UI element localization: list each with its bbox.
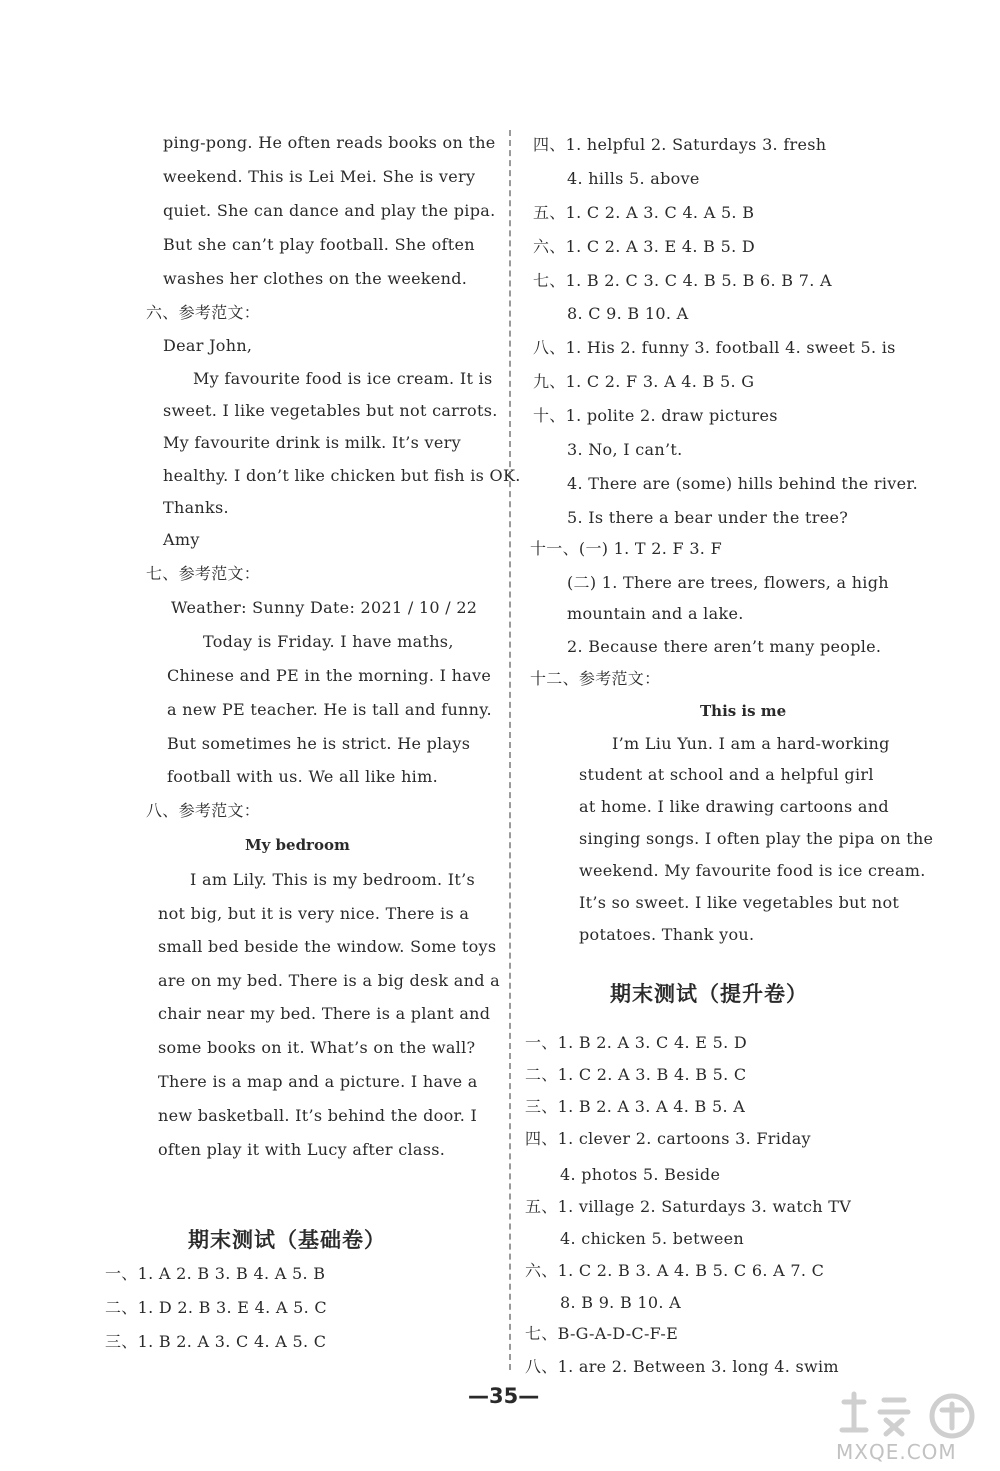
text-line: are on my bed. There is a big desk and a (158, 971, 500, 990)
text-line: washes her clothes on the weekend. (163, 269, 468, 288)
text-line: sweet. I like vegetables but not carrots. (163, 401, 498, 420)
answer-row: 九、1. C 2. F 3. A 4. B 5. G (533, 372, 755, 391)
answer-row: 3. No, I can’t. (567, 440, 683, 459)
answer-row: 五、1. village 2. Saturdays 3. watch TV (525, 1197, 852, 1216)
answer-row: 十、1. polite 2. draw pictures (533, 406, 778, 425)
answer-row: 四、1. helpful 2. Saturdays 3. fresh (533, 135, 827, 154)
answer-row: 十一、(一) 1. T 2. F 3. F (530, 539, 722, 558)
answer-row: 六、1. C 2. B 3. A 4. B 5. C 6. A 7. C (525, 1261, 825, 1280)
section-label: 七、参考范文： (146, 564, 261, 583)
answer-row: 四、1. clever 2. cartoons 3. Friday (525, 1129, 811, 1148)
text-line: I’m Liu Yun. I am a hard-working (612, 734, 890, 753)
text-line: football with us. We all like him. (167, 767, 438, 786)
answer-row: 三、1. B 2. A 3. A 4. B 5. A (525, 1097, 746, 1116)
answer-row: 4. photos 5. Beside (560, 1165, 721, 1184)
answer-row: 一、1. B 2. A 3. C 4. E 5. D (525, 1033, 747, 1052)
essay-title: My bedroom (245, 836, 350, 854)
answer-row: 五、1. C 2. A 3. C 4. A 5. B (533, 203, 755, 222)
page-number: —35— (468, 1384, 540, 1408)
text-line: There is a map and a picture. I have a (158, 1072, 478, 1091)
section-label: 十二、参考范文： (530, 669, 661, 688)
exam-heading: 期末测试（基础卷） (188, 1228, 386, 1252)
answer-row: 八、1. His 2. funny 3. football 4. sweet 5. is (533, 338, 896, 357)
text-line: a new PE teacher. He is tall and funny. (167, 700, 492, 719)
text-line: some books on it. What’s on the wall? (158, 1038, 476, 1057)
text-line: chair near my bed. There is a plant and (158, 1004, 491, 1023)
text-line: quiet. She can dance and play the pipa. (163, 201, 496, 220)
text-line: My favourite drink is milk. It’s very (163, 433, 461, 452)
exam-heading: 期末测试（提升卷） (610, 982, 808, 1006)
answer-row: mountain and a lake. (567, 604, 744, 623)
text-line: small bed beside the window. Some toys (158, 937, 497, 956)
text-line: student at school and a helpful girl (579, 765, 874, 784)
text-line: But sometimes he is strict. He plays (167, 734, 471, 753)
answer-row: 5. Is there a bear under the tree? (567, 508, 849, 527)
text-line: often play it with Lucy after class. (158, 1140, 446, 1159)
text-line: Today is Friday. I have maths, (203, 632, 454, 651)
text-line: singing songs. I often play the pipa on the (579, 829, 934, 848)
text-line: weekend. This is Lei Mei. She is very (163, 167, 476, 186)
text-line: Thanks. (163, 498, 229, 517)
section-label: 六、参考范文： (146, 303, 261, 322)
text-line: Chinese and PE in the morning. I have (167, 666, 492, 685)
text-line: Amy (163, 530, 200, 549)
text-line: I am Lily. This is my bedroom. It’s (190, 870, 476, 889)
text-line: My favourite food is ice cream. It is (193, 369, 493, 388)
text-line: But she can’t play football. She often (163, 235, 475, 254)
answer-row: 七、1. B 2. C 3. C 4. B 5. B 6. B 7. A (533, 271, 832, 290)
answer-row: 8. B 9. B 10. A (560, 1293, 681, 1312)
answer-row: 二、1. C 2. A 3. B 4. B 5. C (525, 1065, 747, 1084)
answer-row: 八、1. are 2. Between 3. long 4. swim (525, 1357, 839, 1376)
text-line: at home. I like drawing cartoons and (579, 797, 889, 816)
answer-row: 一、1. A 2. B 3. B 4. A 5. B (105, 1264, 326, 1283)
text-line: healthy. I don’t like chicken but fish is OK. (163, 466, 521, 485)
essay-title: This is me (700, 702, 787, 720)
answer-row: 4. chicken 5. between (560, 1229, 744, 1248)
answer-row: 七、B-G-A-D-C-F-E (525, 1324, 679, 1343)
text-line: ping-pong. He often reads books on the (163, 133, 496, 152)
answer-row: 8. C 9. B 10. A (567, 304, 689, 323)
answer-row: 三、1. B 2. A 3. C 4. A 5. C (105, 1332, 327, 1351)
column-divider (509, 130, 511, 1370)
answer-row: 六、1. C 2. A 3. E 4. B 5. D (533, 237, 755, 256)
answer-row: 2. Because there aren’t many people. (567, 637, 882, 656)
text-line: not big, but it is very nice. There is a (158, 904, 470, 923)
answer-row: 二、1. D 2. B 3. E 4. A 5. C (105, 1298, 327, 1317)
text-line: It’s so sweet. I like vegetables but not (579, 893, 900, 912)
answer-row: 4. There are (some) hills behind the river. (567, 474, 918, 493)
text-line: Weather: Sunny Date: 2021 / 10 / 22 (171, 598, 478, 617)
text-line: new basketball. It’s behind the door. I (158, 1106, 478, 1125)
text-line: weekend. My favourite food is ice cream. (579, 861, 926, 880)
text-line: potatoes. Thank you. (579, 925, 755, 944)
watermark-text: MXQE.COM (836, 1440, 957, 1464)
answer-row: (二) 1. There are trees, flowers, a high (567, 573, 889, 592)
section-label: 八、参考范文： (146, 801, 261, 820)
text-line: Dear John, (163, 336, 253, 355)
answer-row: 4. hills 5. above (567, 169, 700, 188)
